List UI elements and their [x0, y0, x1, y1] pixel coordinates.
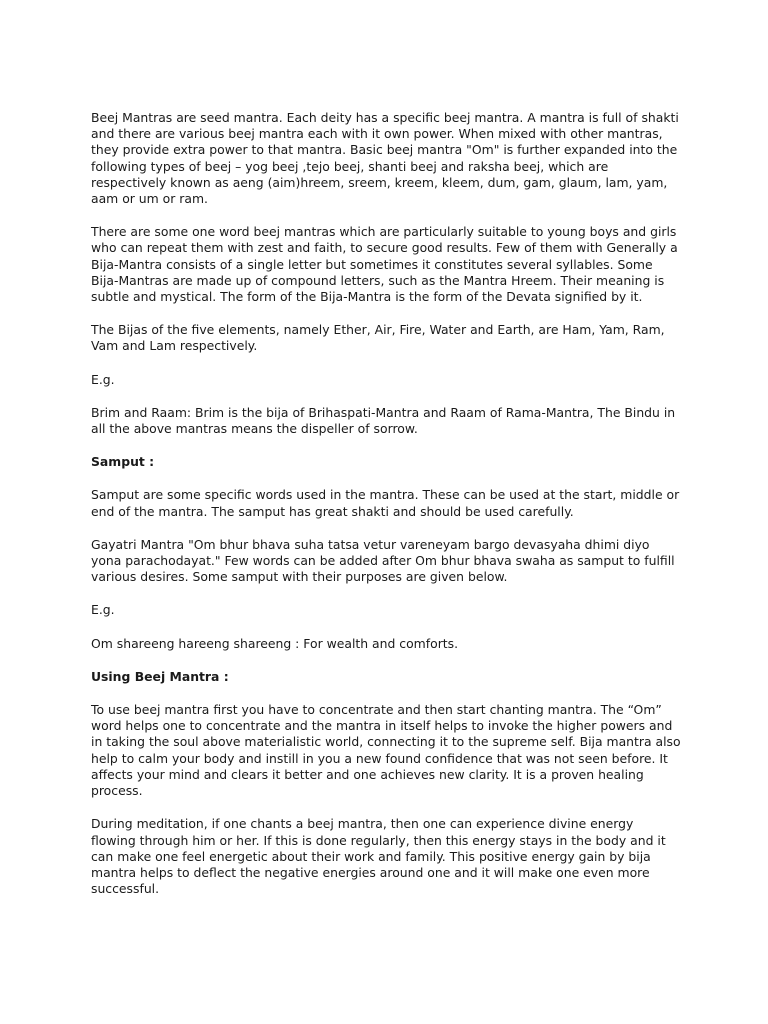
paragraph-example-label-2: E.g. — [91, 602, 115, 618]
heading-using-beej-mantra: Using Beej Mantra : — [91, 668, 229, 684]
paragraph-gayatri-mantra: Gayatri Mantra "Om bhur bhava suha tatsa vetur vareneyam bargo devasyaha dhimi diyo yona parachodayat." Few words can be added after Om bhur bhava swaha as samput to fulfill various desires. Some samput with their purposes are given below. — [91, 536, 675, 585]
paragraph-meditation: During meditation, if one chants a beej mantra, then one can experience divine energy flowing through him or her. If this is done regularly, then this energy stays in the body and it can make one feel energetic about their work and family. This positive energy gain by bija mantra helps to deflect the negative energies around one and it will make one even more successful. — [91, 816, 666, 897]
paragraph-samput-definition: Samput are some specific words used in the mantra. These can be used at the start, middle or end of the mantra. The samput has great shakti and should be used carefully. — [91, 487, 680, 519]
paragraph-one-word-beej: There are some one word beej mantras which are particularly suitable to young boys and girls who can repeat them with zest and faith, to secure good results. Few of them with Generally a Bija-Mantra consists of a single letter but sometimes it constitutes several syllables. Some Bija-Mantras are made up of compound letters, such as the Mantra Hreem. Their meaning is subtle and mystical. The form of the Bija-Mantra is the form of the Devata signified by it. — [91, 224, 678, 305]
paragraph-example-label: E.g. — [91, 371, 115, 387]
paragraph-brim-raam: Brim and Raam: Brim is the bija of Brihaspati-Mantra and Raam of Rama-Mantra, The Bindu in all the above mantras means the dispeller of sorrow. — [91, 404, 676, 437]
paragraph-using-beej-mantra: To use beej mantra first you have to concentrate and then start chanting mantra. The “Om” word helps one to concentrate and the mantra in itself helps to invoke the higher powers and in taking the soul above materialistic world, connecting it to the supreme self. Bija mantra also help to calm your body and instill in you a new found confidence that was not seen before. It affects your mind and clears it better and one achieves new clarity. It is a proven healing process. — [91, 702, 681, 799]
paragraph-beej-mantras-intro: Beej Mantras are seed mantra. Each deity has a specific beej mantra. A mantra is full of shakti and there are various beej mantra each with it own power. When mixed with other mantras, they provide extra power to that mantra. Basic beej mantra "Om" is further expanded into the following types of beej – yog beej ,tejo beej, shanti beej and raksha beej, which are respectively known as aeng (aim)hreem, sreem, kreem, kleem, dum, gam, glaum, lam, yam, aam or um or ram. — [91, 110, 679, 207]
document-page — [91, 110, 681, 914]
heading-samput: Samput : — [91, 454, 155, 470]
paragraph-five-elements: The Bijas of the five elements, namely Ether, Air, Fire, Water and Earth, are Ham, Yam, Ram, Vam and Lam respectively. — [91, 322, 665, 354]
paragraph-wealth-samput: Om shareeng hareeng shareeng : For wealth and comforts. — [91, 635, 459, 651]
